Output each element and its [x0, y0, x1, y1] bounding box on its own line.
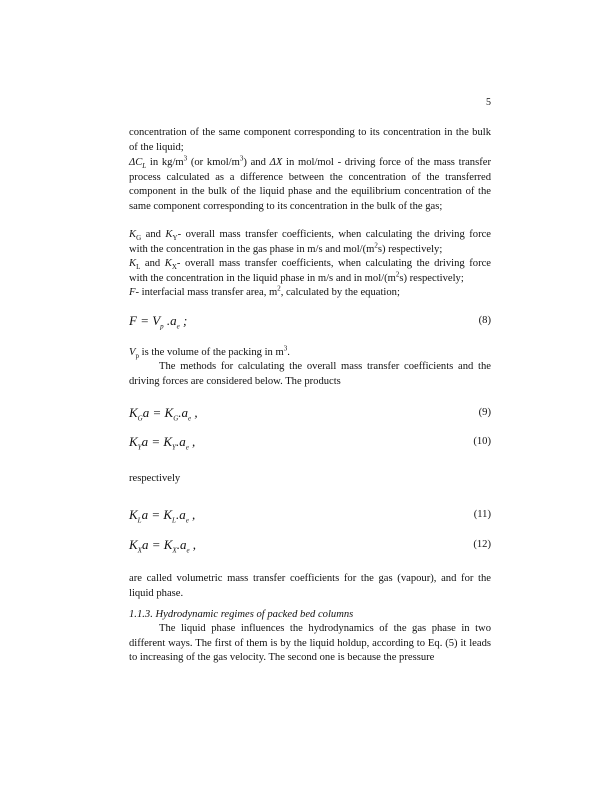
section-heading: 1.1.3. Hydrodynamic regimes of packed bed columns — [129, 609, 354, 620]
equation-8 — [129, 313, 491, 333]
page-number: 5 — [486, 97, 491, 108]
equation-12-number: (12) — [473, 539, 491, 550]
equation-12 — [129, 537, 491, 557]
equation-10-number: (10) — [473, 436, 491, 447]
equation-12-formula: $K_Xa = K_X.a_e$ , — [129, 537, 197, 555]
text-respectively: respectively — [129, 473, 181, 484]
paragraph-kg-ky: $K_G$ and $K_Y-$ overall mass transfer coefficients, when calculating the driving force with the concentration in the gas phase in m/s and mol/$(m^2s)$ respectively; — [129, 229, 492, 255]
paragraph-volumetric: are called volumetric mass transfer coefficients for the gas (vapour), and for the liquid phase. — [129, 573, 491, 599]
equation-9-formula: $K_Ga = K_G.a_e$ , — [129, 405, 198, 423]
equation-11-formula: $K_La = K_L.a_e$ , — [129, 507, 196, 525]
symbol-delta-c: $\Delta C_L$ — [129, 157, 147, 171]
equation-9-number: (9) — [478, 407, 491, 418]
equation-11 — [129, 507, 491, 527]
paragraph-vp: $V_p$ is the volume of the packing in $m^3$. — [129, 344, 290, 361]
equation-10-formula: $K_Ya = K_Y.a_e$ , — [129, 434, 196, 452]
symbol-delta-x: ΔX — [269, 157, 283, 168]
paragraph-continuation: concentration of the same component corresponding to its concentration in the bulk of the liquid; — [129, 127, 491, 153]
paragraph-delta-c: $\Delta C_L$ in $kg/m^3$ (or kmol/$m^3$) and ΔX in mol/mol - driving force of the mass transfer process calculated as a difference between the concentration of the transferred component in the bulk of the liquid phase and the equilibrium concentration of the same component corresponding to its concentration in the bulk of the gas; — [129, 154, 491, 212]
equation-10 — [129, 434, 491, 454]
equation-11-number: (11) — [473, 509, 491, 520]
equation-9 — [129, 405, 491, 425]
paragraph-methods: The methods for calculating the overall mass transfer coefficients and the driving forces are considered below. The products — [129, 361, 491, 387]
paragraph-kl-kx: $K_L$ and $K_X-$ overall mass transfer coefficients, when calculating the driving force with the concentration in the liquid phase in m/s and in mol/$(m^2s)$ respectively; — [129, 258, 492, 284]
paragraph-hydrodynamics: The liquid phase influences the hydrodynamics of the gas phase in two different ways. The first of them is by the liquid holdup, according to Eq. (5) it leads to increasing of the gas velocity. The second one is because the pressure — [129, 623, 491, 663]
paragraph-f-area: F- interfacial mass transfer area, $m^2$, calculated by the equation; — [129, 284, 400, 298]
equation-8-number: (8) — [478, 315, 491, 326]
equation-8-formula: $F = V_p$ $.a_e$ ; — [129, 313, 188, 331]
